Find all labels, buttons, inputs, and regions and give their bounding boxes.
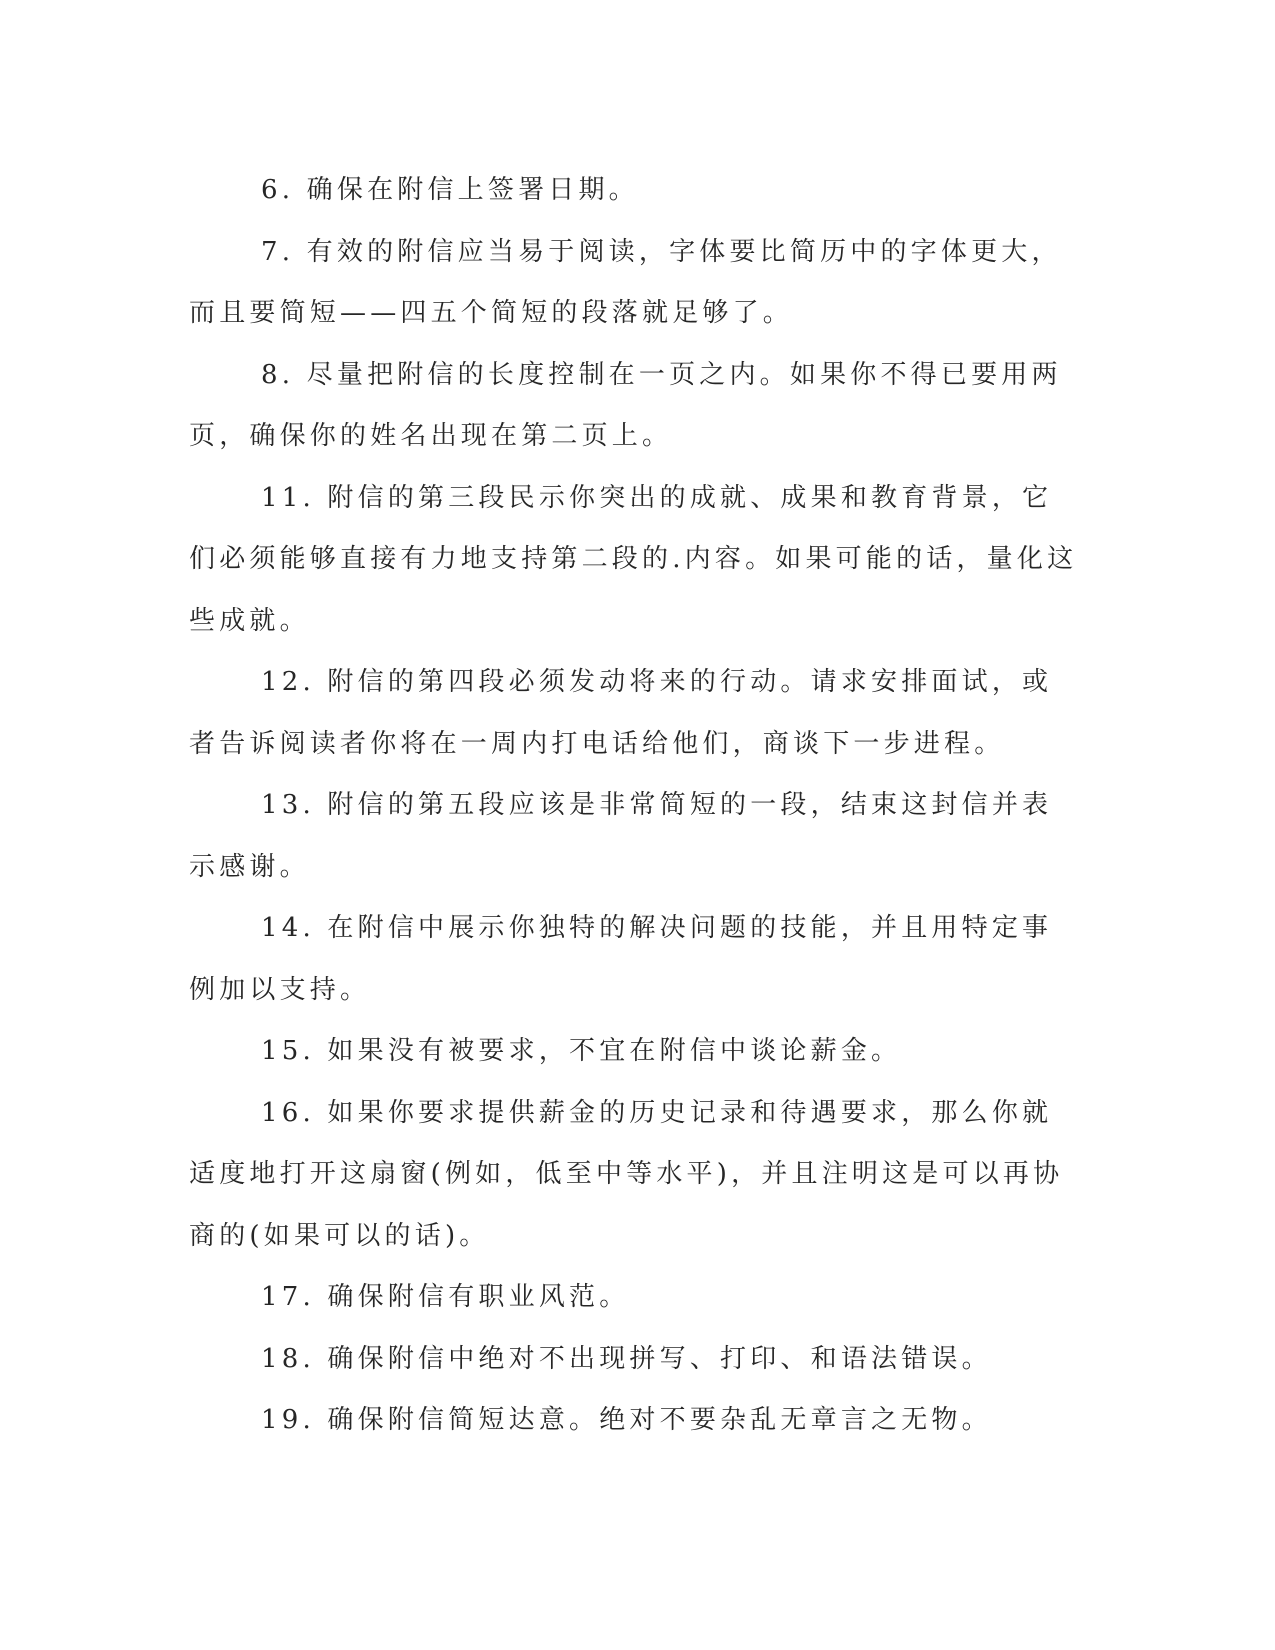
paragraph-item-7: 7. 有效的附信应当易于阅读，字体要比简历中的字体更大，而且要简短——四五个简短的段落就足够了。	[189, 236, 1062, 328]
paragraph-item-13: 13. 附信的第五段应该是非常简短的一段，结束这封信并表示感谢。	[189, 790, 1053, 882]
paragraph-item-19: 19. 确保附信简短达意。绝对不要杂乱无章言之无物。	[261, 1405, 992, 1435]
paragraph-item-6: 6. 确保在附信上签署日期。	[261, 175, 639, 205]
paragraph-item-15: 15. 如果没有被要求，不宜在附信中谈论薪金。	[261, 1036, 902, 1066]
paragraph-item-14: 14. 在附信中展示你独特的解决问题的技能，并且用特定事例加以支持。	[189, 913, 1053, 1005]
paragraph-item-17: 17. 确保附信有职业风范。	[261, 1282, 630, 1312]
paragraph-item-8: 8. 尽量把附信的长度控制在一页之内。如果你不得已要用两页，确保你的姓名出现在第二页上。	[189, 359, 1062, 451]
paragraph-item-12: 12. 附信的第四段必须发动将来的行动。请求安排面试，或者告诉阅读者你将在一周内打电话给他们，商谈下一步进程。	[189, 667, 1053, 759]
document-body	[189, 160, 1081, 1452]
paragraph-item-16: 16. 如果你要求提供薪金的历史记录和待遇要求，那么你就适度地打开这扇窗(例如，低至中等水平)，并且注明这是可以再协商的(如果可以的话)。	[189, 1097, 1064, 1251]
paragraph-item-18: 18. 确保附信中绝对不出现拼写、打印、和语法错误。	[261, 1343, 992, 1374]
paragraph-item-11: 11. 附信的第三段民示你突出的成就、成果和教育背景，它们必须能够直接有力地支持第二段的.内容。如果可能的话，量化这些成就。	[189, 482, 1078, 636]
